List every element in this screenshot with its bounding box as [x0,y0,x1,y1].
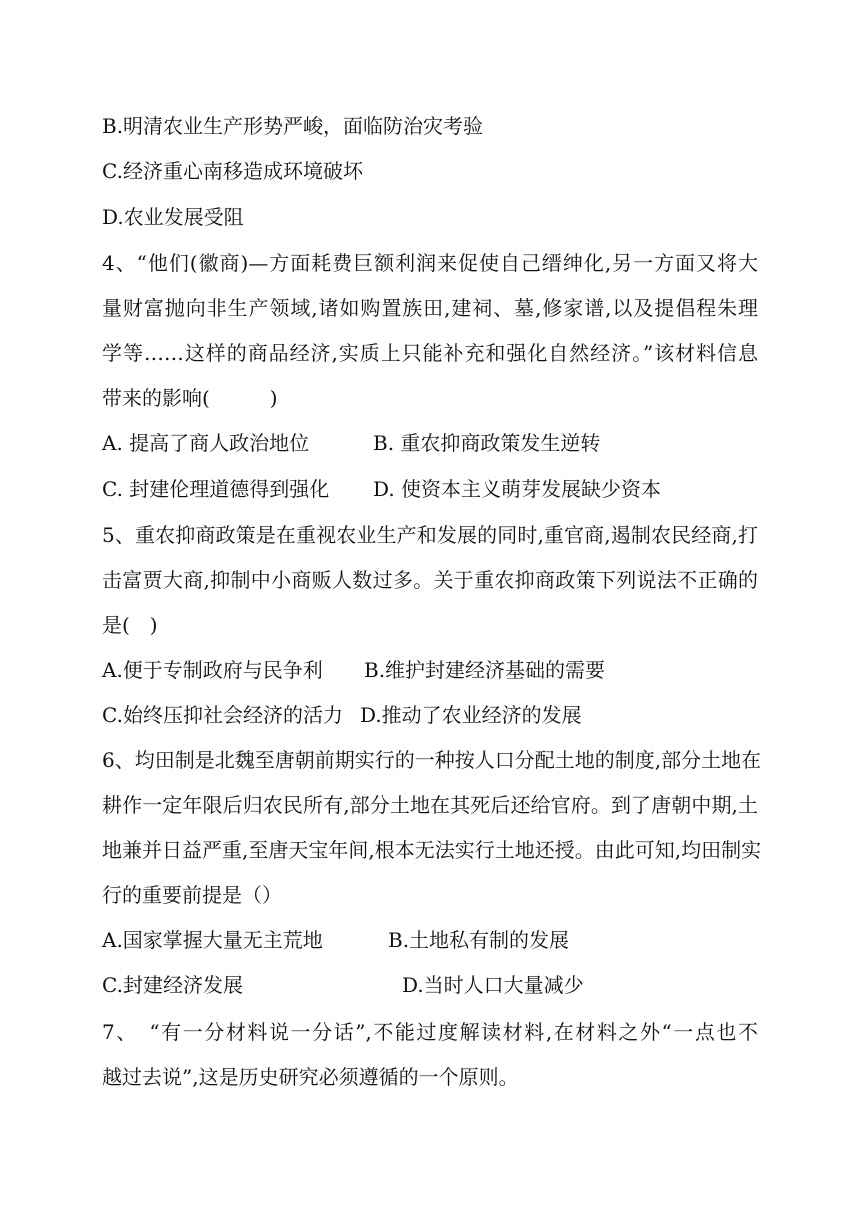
q6-stem-line-2: 耕作一定年限后归农民所有,部分土地在其死后还给官府。到了唐朝中期,土 [102,793,758,817]
q4-options-row-2 [102,476,662,502]
q6-options-row-1 [102,927,570,953]
q4-option-c: C. 封建伦理道德得到强化 [102,477,330,501]
q3-option-c: C.经济重心南移造成环境破坏 [102,159,363,183]
q5-option-b: B.维护封建经济基础的需要 [364,658,606,682]
q5-options-row-2 [102,702,582,728]
q4-stem-line-2: 量财富抛向非生产领域,诸如购置族田,建祠、墓,修家谱,以及提倡程朱理 [102,296,758,320]
q4-option-b: B. 重农抑商政策发生逆转 [373,431,601,455]
q7-stem-line-1: 7、 “有一分材料说一分话”,不能过度解读材料,在材料之外“一点也不 [102,1020,758,1044]
q5-options-row-1 [102,657,606,683]
q4-option-d: D. 使资本主义萌芽发展缺少资本 [373,477,662,501]
q6-option-a: A.国家掌握大量无主荒地 [102,928,323,952]
q5-option-a: A.便于专制政府与民争利 [102,658,323,682]
q6-stem-line-3: 地兼并日益严重,至唐天宝年间,根本无法实行土地还授。由此可知,均田制实 [102,838,762,862]
q5-stem-line-3: 是( ) [102,613,158,637]
q3-option-d: D.农业发展受阻 [102,205,244,229]
q5-option-d: D.推动了农业经济的发展 [360,703,582,727]
q6-stem-line-1: 6、均田制是北魏至唐朝前期实行的一种按人口分配土地的制度,部分土地在 [102,748,762,772]
q4-stem-line-4: 带来的影响( ) [102,386,278,410]
q6-stem-line-4: 行的重要前提是（） [102,883,282,907]
q6-option-b: B.土地私有制的发展 [388,928,570,952]
q6-option-d: D.当时人口大量减少 [402,973,584,997]
q5-stem-line-1: 5、重农抑商政策是在重视农业生产和发展的同时,重官商,遏制农民经商,打 [102,523,758,547]
q4-stem-line-3: 学等……这样的商品经济,实质上只能补充和强化自然经济。”该材料信息 [102,341,758,365]
q5-stem-line-2: 击富贾大商,抑制中小商贩人数过多。关于重农抑商政策下列说法不正确的 [102,568,758,592]
q4-stem-line-1: 4、“他们(徽商)—方面耗费巨额利润来促使自己缙绅化,另一方面又将大 [102,251,758,275]
q3-option-b: B.明清农业生产形势严峻，面临防治灾考验 [102,114,484,138]
q4-option-a: A. 提高了商人政治地位 [102,431,310,455]
q4-options-row-1 [102,430,601,456]
q6-option-c: C.封建经济发展 [102,973,243,997]
q6-options-row-2 [102,972,584,998]
q5-option-c: C.始终压抑社会经济的活力 [102,703,343,727]
q7-stem-line-2: 越过去说”,这是历史研究必须遵循的一个原则。 [102,1065,519,1089]
